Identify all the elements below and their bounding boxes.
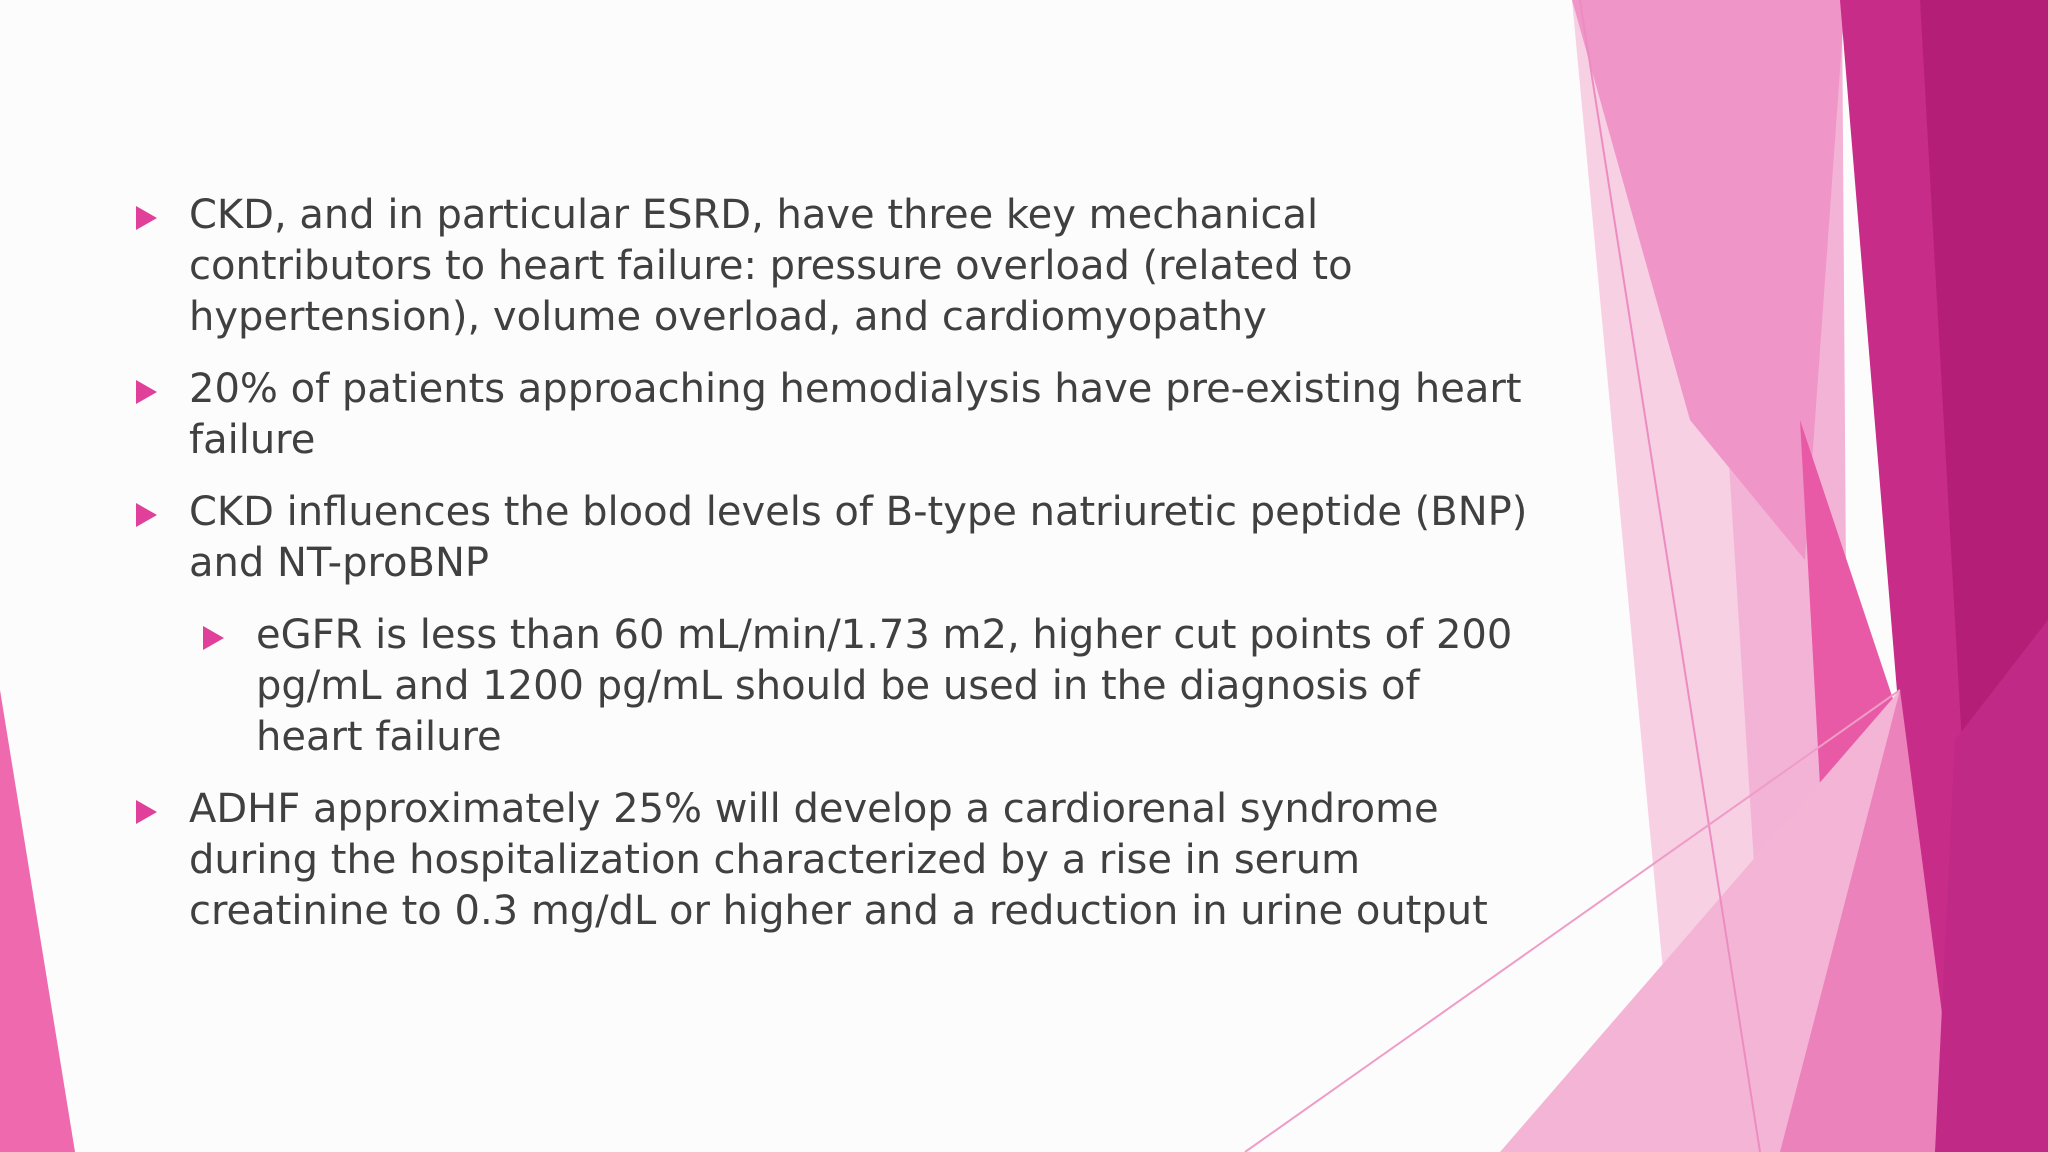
bullet-text: ADHF approximately 25% will develop a cardiorenal syndrome during the hospitalization characterized by a rise in serum creatinine to 0.3 mg/dL or higher and a reduction in urine output xyxy=(189,786,1488,934)
bullet-triangle-icon xyxy=(136,380,157,404)
bullet-item xyxy=(130,364,1530,466)
bullet-item xyxy=(130,487,1530,589)
bullet-text: CKD, and in particular ESRD, have three key mechanical contributors to heart failure: pressure overload (related to hypertension), volume overload, and cardiomyopathy xyxy=(189,192,1353,340)
bullet-list xyxy=(130,190,1530,958)
bullet-text: eGFR is less than 60 mL/min/1.73 m2, higher cut points of 200 pg/mL and 1200 pg/mL should be used in the diagnosis of heart failure xyxy=(256,612,1513,760)
bullet-text: CKD influences the blood levels of B-type natriuretic peptide (BNP) and NT-proBNP xyxy=(189,489,1528,586)
bullet-triangle-icon xyxy=(136,800,157,824)
bullet-triangle-icon xyxy=(136,206,157,230)
bullet-triangle-icon xyxy=(203,626,224,650)
bullet-item xyxy=(130,784,1530,937)
bullet-item xyxy=(130,190,1530,343)
bullet-text: 20% of patients approaching hemodialysis have pre-existing heart failure xyxy=(189,366,1522,463)
left-pink-sliver xyxy=(0,690,75,1152)
sub-bullet-item xyxy=(197,610,1530,763)
bullet-triangle-icon xyxy=(136,503,157,527)
